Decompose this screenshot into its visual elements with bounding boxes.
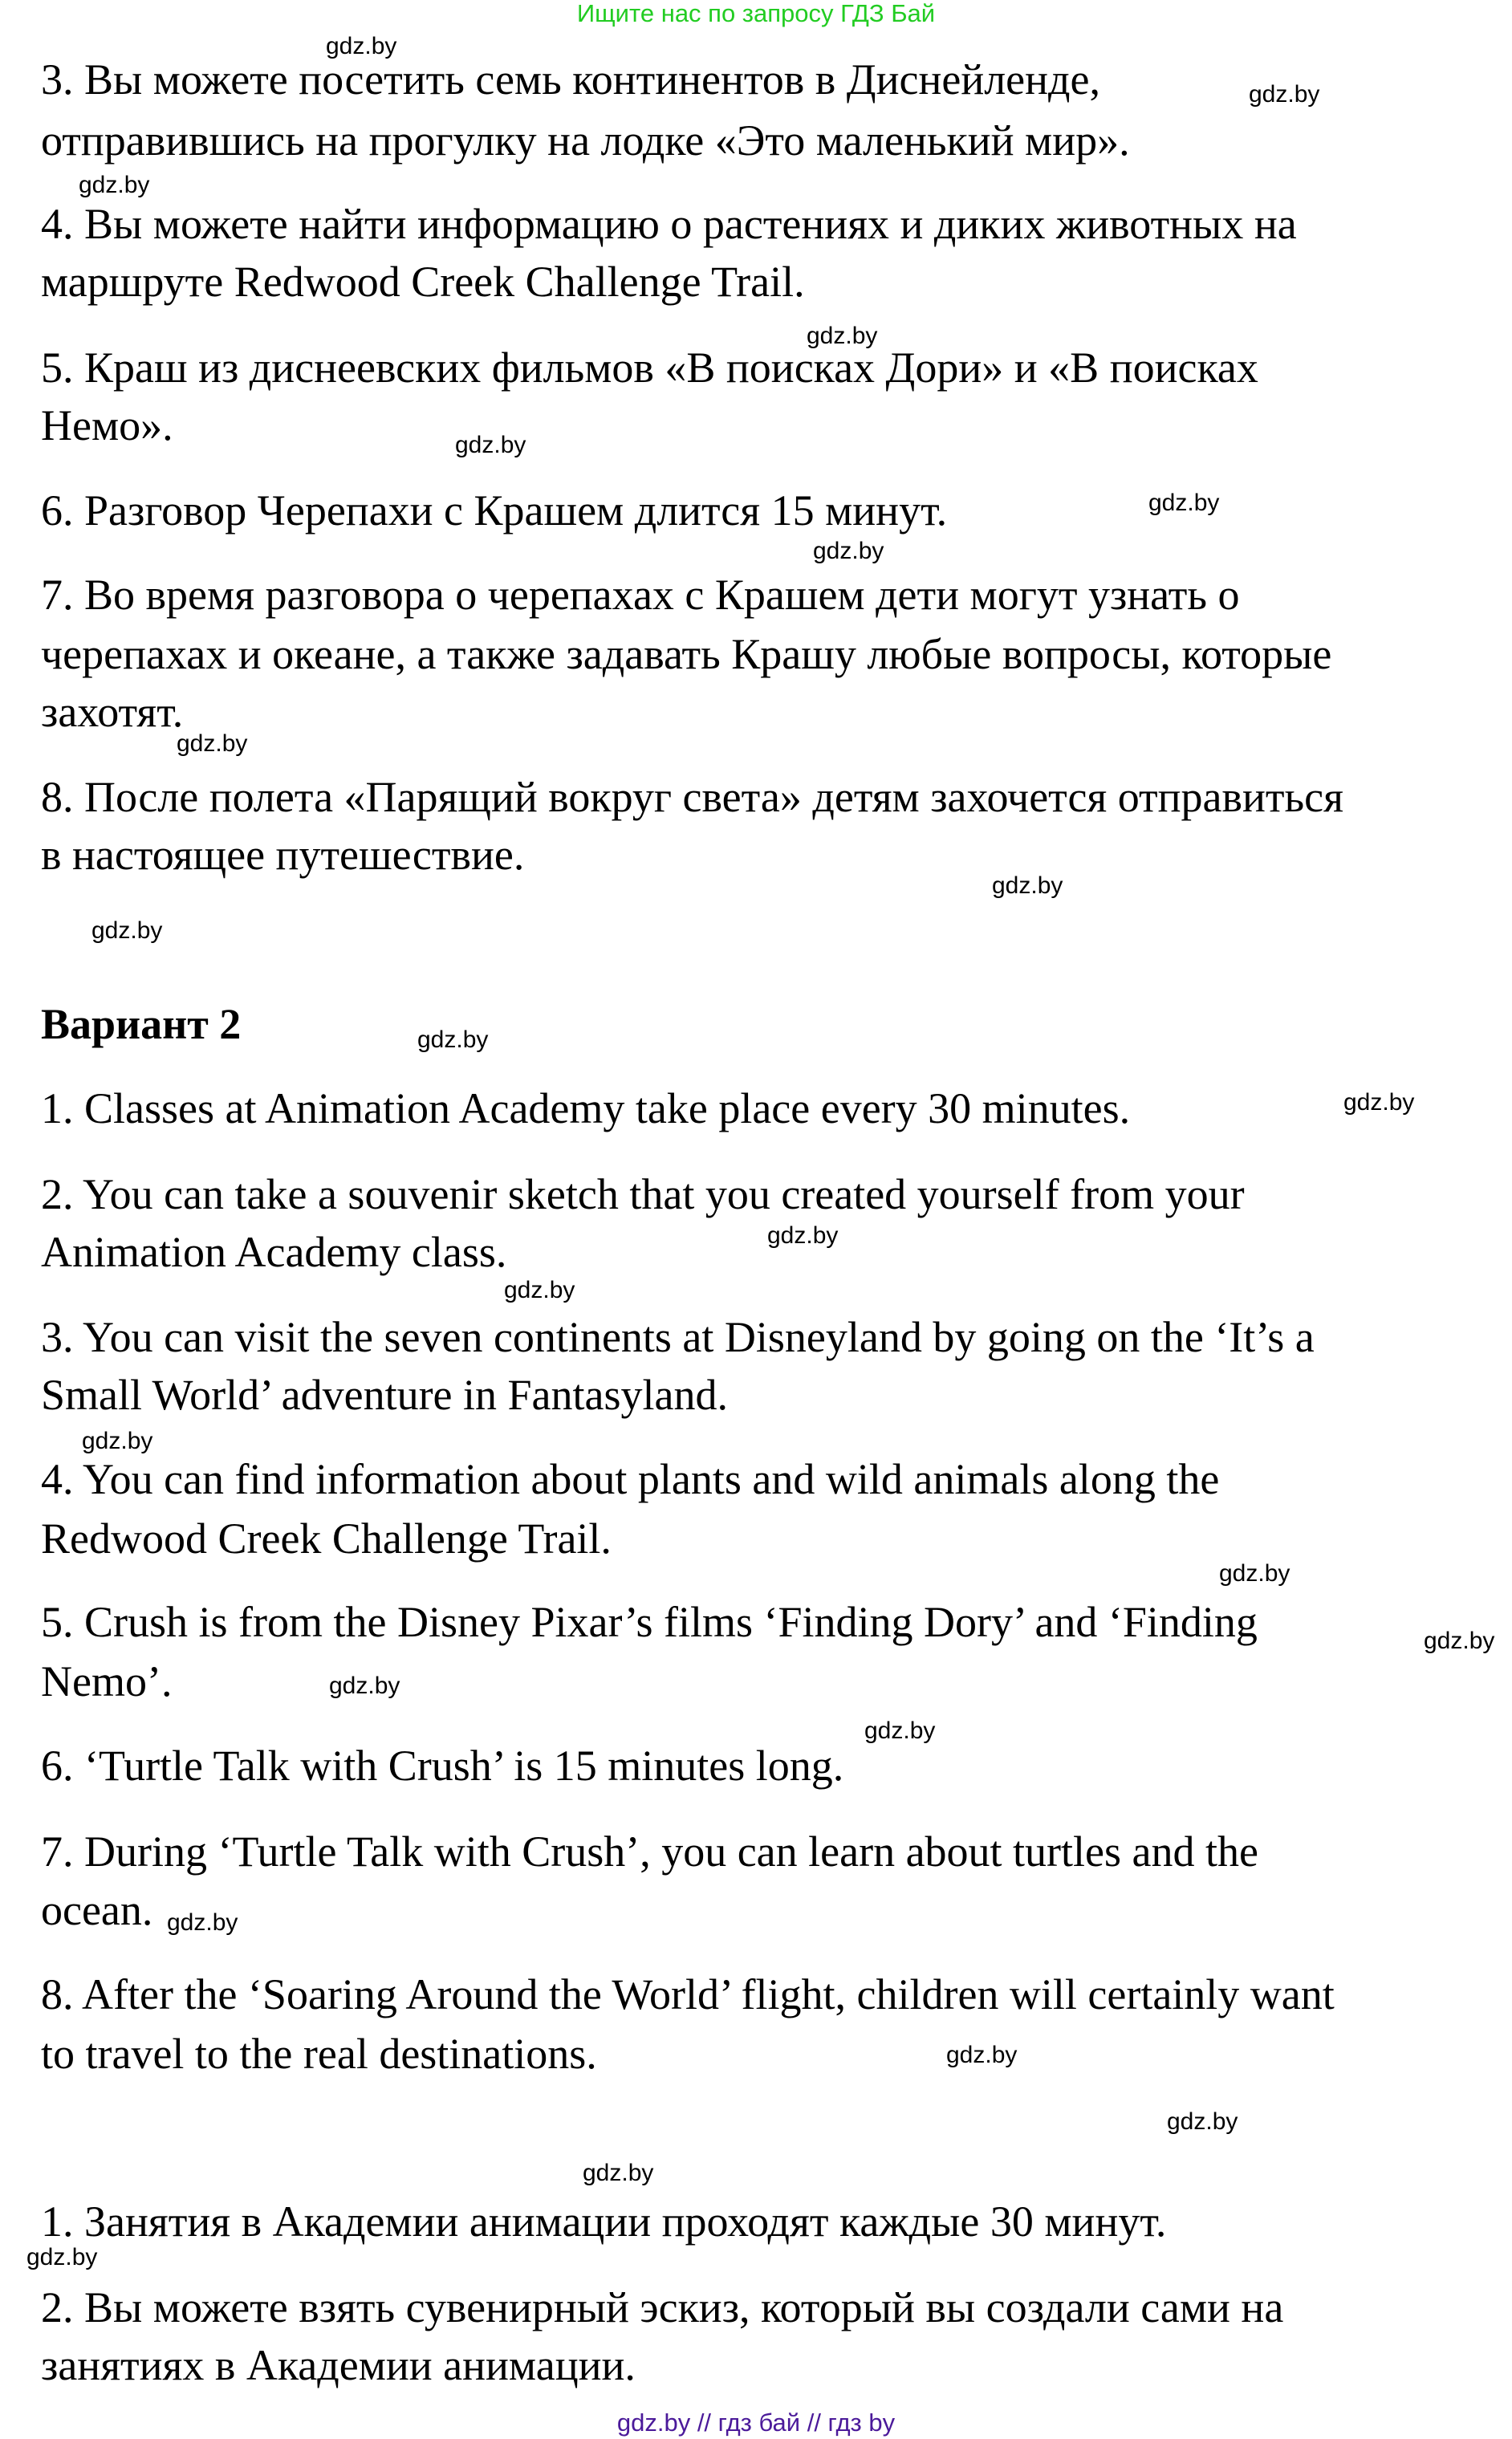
- text-line: 3. You can visit the seven continents at Disneyland by going on the ‘It’s a: [41, 1313, 1315, 1361]
- text-line: 7. During ‘Turtle Talk with Crush’, you can learn about turtles and the: [41, 1827, 1258, 1876]
- text-line: 3. Вы можете посетить семь континентов в Диснейленде,: [41, 55, 1100, 104]
- watermark: gdz.by: [1148, 490, 1220, 516]
- text-line: to travel to the real destinations.: [41, 2030, 597, 2078]
- watermark: gdz.by: [1167, 2108, 1238, 2135]
- text-line: захотят.: [41, 688, 184, 736]
- watermark: gdz.by: [1219, 1560, 1290, 1587]
- watermark: gdz.by: [167, 1909, 238, 1936]
- watermark: gdz.by: [992, 872, 1063, 899]
- text-line: 4. Вы можете найти информацию о растениях и диких животных на: [41, 200, 1297, 248]
- watermark: gdz.by: [417, 1026, 489, 1053]
- text-line: черепахах и океане, а также задавать Крашу любые вопросы, которые: [41, 630, 1332, 678]
- watermark: gdz.by: [82, 1428, 153, 1454]
- watermark: gdz.by: [946, 2042, 1018, 2068]
- text-line: 5. Краш из диснеевских фильмов «В поисках Дори» и «В поисках: [41, 343, 1258, 392]
- search-hint-banner: Ищите нас по запросу ГДЗ Бай: [576, 0, 936, 27]
- watermark: gdz.by: [583, 2160, 654, 2186]
- text-line: 2. Вы можете взять сувенирный эскиз, который вы создали сами на: [41, 2283, 1284, 2331]
- text-line: 1. Classes at Animation Academy take place every 30 minutes.: [41, 1084, 1131, 1132]
- text-line: 8. After the ‘Soaring Around the World’ flight, children will certainly want: [41, 1970, 1335, 2018]
- watermark: gdz.by: [1249, 81, 1320, 108]
- watermark: gdz.by: [326, 33, 397, 59]
- watermark: gdz.by: [504, 1277, 575, 1303]
- footer-links: gdz.by // гдз бай // гдз by: [616, 2409, 896, 2437]
- text-line: 8. После полета «Парящий вокруг света» детям захочется отправиться: [41, 773, 1343, 821]
- watermark: gdz.by: [807, 323, 878, 349]
- text-line: Redwood Creek Challenge Trail.: [41, 1514, 612, 1563]
- text-line: Small World’ adventure in Fantasyland.: [41, 1371, 728, 1419]
- watermark: gdz.by: [813, 538, 884, 564]
- text-line: маршруте Redwood Creek Challenge Trail.: [41, 258, 805, 306]
- watermark: gdz.by: [1343, 1089, 1415, 1116]
- watermark: gdz.by: [1424, 1628, 1495, 1654]
- watermark: gdz.by: [767, 1222, 839, 1249]
- text-line: в настоящее путешествие.: [41, 831, 525, 879]
- text-line: 6. ‘Turtle Talk with Crush’ is 15 minutes long.: [41, 1742, 844, 1790]
- watermark: gdz.by: [329, 1673, 400, 1699]
- watermark: gdz.by: [91, 917, 163, 944]
- text-line: отправившись на прогулку на лодке «Это маленький мир».: [41, 116, 1130, 165]
- watermark: gdz.by: [26, 2244, 98, 2270]
- text-line: ocean.: [41, 1886, 153, 1934]
- watermark: gdz.by: [177, 730, 248, 757]
- text-line: Animation Academy class.: [41, 1228, 507, 1276]
- text-line: 1. Занятия в Академии анимации проходят каждые 30 минут.: [41, 2197, 1167, 2246]
- text-line: 7. Во время разговора о черепахах с Крашем дети могут узнать о: [41, 571, 1240, 619]
- text-line: Немо».: [41, 401, 173, 449]
- text-line: 2. You can take a souvenir sketch that you created yourself from your: [41, 1170, 1245, 1218]
- text-line: 6. Разговор Черепахи с Крашем длится 15 минут.: [41, 486, 948, 535]
- watermark: gdz.by: [79, 172, 150, 198]
- variant-heading: Вариант 2: [41, 1000, 242, 1048]
- text-line: занятиях в Академии анимации.: [41, 2341, 636, 2389]
- watermark: gdz.by: [864, 1717, 936, 1744]
- text-line: Nemo’.: [41, 1657, 173, 1705]
- text-line: 5. Crush is from the Disney Pixar’s films ‘Finding Dory’ and ‘Finding: [41, 1598, 1258, 1646]
- text-line: 4. You can find information about plants and wild animals along the: [41, 1455, 1220, 1503]
- watermark: gdz.by: [455, 432, 526, 458]
